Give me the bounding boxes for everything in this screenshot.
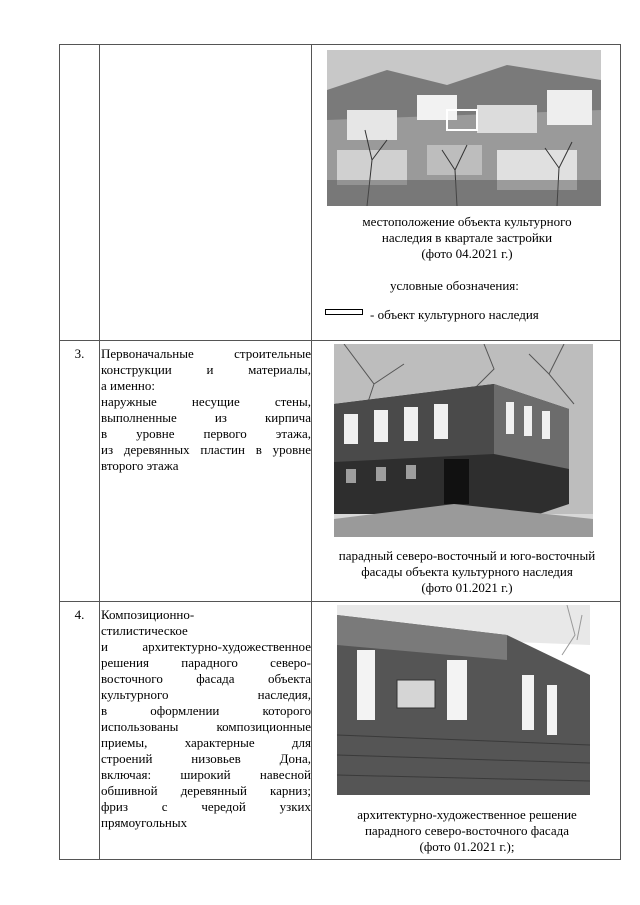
description-line: Композиционно- [101,607,195,622]
description-line: приемы, характерные для [101,735,311,750]
row3-description [101,346,311,474]
caption-line: (фото 01.2021 г.) [421,580,513,595]
legend-title: условные обозначения: [390,278,519,293]
caption-line: (фото 04.2021 г.) [421,246,513,261]
row-number: 4. [74,607,85,622]
row4-caption [312,807,622,855]
facade-detail-photo [337,605,590,795]
row-number: 3. [74,346,85,361]
row-divider [60,340,620,341]
description-line: выполненные из кирпича [101,410,311,425]
caption-line: местоположение объекта культурного [362,214,572,229]
facade-photo [334,344,593,537]
description-line: восточного фасада объекта [101,671,311,686]
description-line: в уровне первого этажа, [101,426,311,441]
description-line: стилистическое [101,623,188,638]
description-line: обшивной деревянный карниз; [101,783,311,798]
column-divider [311,45,312,859]
description-line: прямоугольных [101,815,188,830]
description-line: а именно: [101,378,155,393]
description-line: включая: широкий навесной [101,767,311,782]
heritage-table [59,44,621,860]
row3-caption [312,548,622,596]
description-line: конструкции и материалы, [101,362,311,377]
description-line: решения парадного северо- [101,655,311,670]
caption-line: парадный северо-восточный и юго-восточный [338,548,596,563]
caption-line: наследия в квартале застройки [381,230,553,245]
description-line: фриз с чередой узких [101,799,311,814]
caption-line: (фото 01.2021 г.); [419,839,515,854]
aerial-view-photo [327,50,601,206]
caption-line: парадного северо-восточного фасада [364,823,570,838]
caption-line: фасады объекта культурного наследия [361,564,573,579]
row4-description [101,607,311,831]
description-line: наружные несущие стены, [101,394,311,409]
row1-caption [312,214,622,262]
description-line: использованы композиционные [101,719,311,734]
description-line: второго этажа [101,458,179,473]
description-line: культурного наследия, [101,687,311,702]
description-line: Первоначальные строительные [101,346,311,361]
description-line: в оформлении которого [101,703,311,718]
row-divider [60,601,620,602]
description-line: и архитектурно-художественное [101,639,311,654]
legend-item: - объект культурного наследия [370,307,539,322]
description-line: строений низовьев Дона, [101,751,311,766]
description-line: из деревянных пластин в уровне [101,442,311,457]
legend-symbol [325,309,363,315]
caption-line: архитектурно-художественное решение [357,807,577,822]
column-divider [99,45,100,859]
